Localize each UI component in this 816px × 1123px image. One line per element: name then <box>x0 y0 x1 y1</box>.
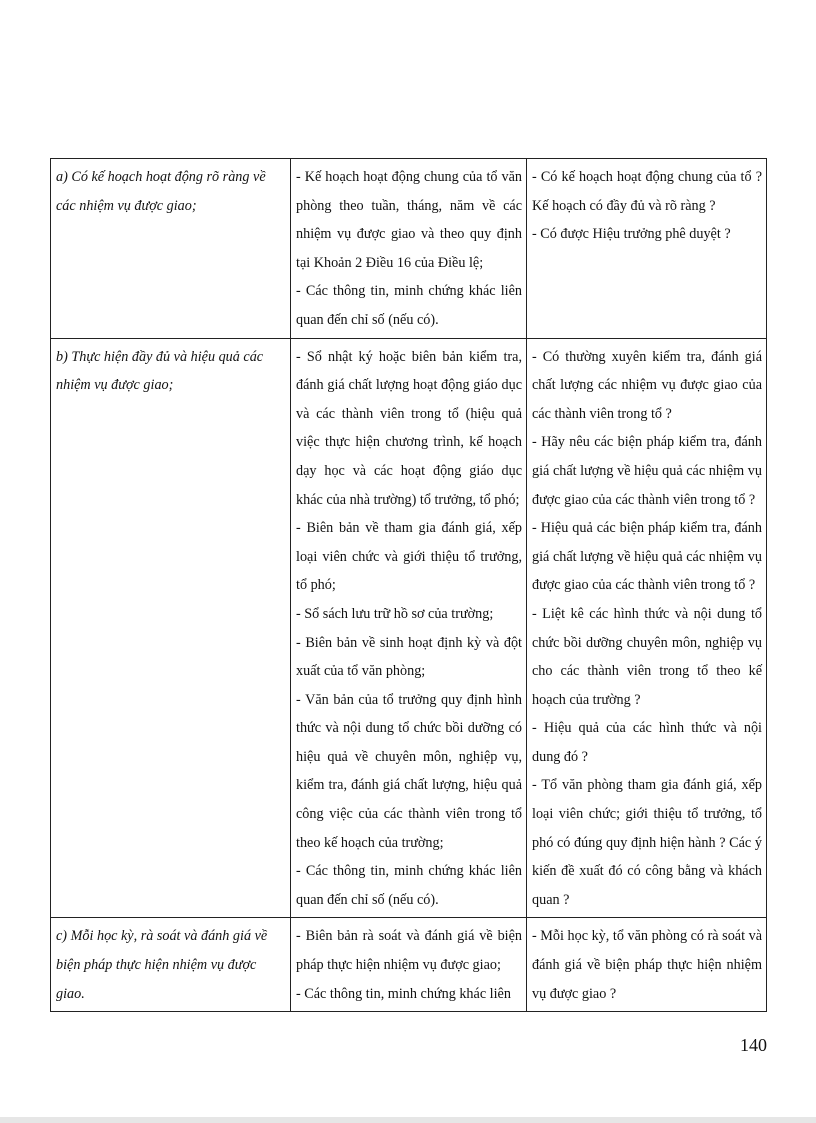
evidence-item: - Các thông tin, minh chứng khác liên quan đến chỉ số (nếu có). <box>296 863 522 908</box>
question-item: - Mỗi học kỳ, tổ văn phòng có rà soát và đánh giá về biện pháp thực hiện nhiệm vụ được giao ? <box>532 928 762 1002</box>
criterion-text: a) Có kế hoạch hoạt động rõ ràng về các nhiệm vụ được giao; <box>56 169 266 214</box>
criterion-cell <box>51 159 291 339</box>
question-item: - Có được Hiệu trưởng phê duyệt ? <box>532 226 731 243</box>
evidence-cell <box>291 159 527 339</box>
evidence-item: - Các thông tin, minh chứng khác liên quan đến chỉ số (nếu có). <box>296 283 522 328</box>
question-cell <box>527 918 767 1012</box>
table-row <box>51 918 767 1012</box>
question-cell <box>527 159 767 339</box>
criteria-table <box>50 158 767 1012</box>
criterion-cell <box>51 918 291 1012</box>
evidence-item: - Kế hoạch hoạt động chung của tổ văn phòng theo tuần, tháng, năm về các nhiệm vụ được giao và theo quy định tại Khoản 2 Điều 16 của Điều lệ; <box>296 169 522 271</box>
evidence-item: - Biên bản về sinh hoạt định kỳ và đột xuất của tổ văn phòng; <box>296 634 522 680</box>
evidence-item: - Biên bản rà soát và đánh giá về biện pháp thực hiện nhiệm vụ được giao; <box>296 928 522 974</box>
question-item: - Có thường xuyên kiểm tra, đánh giá chất lượng các nhiệm vụ được giao của các thành viên trong tổ ? <box>532 348 762 422</box>
criterion-text: b) Thực hiện đầy đủ và hiệu quả các nhiệm vụ được giao; <box>56 348 264 394</box>
question-cell <box>527 338 767 918</box>
criterion-text: c) Mỗi học kỳ, rà soát và đánh giá về biện pháp thực hiện nhiệm vụ được giao. <box>56 928 268 1002</box>
question-item: - Liệt kê các hình thức và nội dung tổ chức bồi dưỡng chuyên môn, nghiệp vụ cho các thành viên trong tổ theo kế hoạch của trường ? <box>532 605 762 708</box>
table-row <box>51 159 767 339</box>
evidence-cell <box>291 918 527 1012</box>
question-item: - Hiệu quả của các hình thức và nội dung đó ? <box>532 720 762 765</box>
table-row <box>51 338 767 918</box>
question-item: - Có kế hoạch hoạt động chung của tổ ? Kế hoạch có đầy đủ và rõ ràng ? <box>532 169 762 214</box>
evidence-item: - Sổ sách lưu trữ hồ sơ của trường; <box>296 605 494 622</box>
question-item: - Tổ văn phòng tham gia đánh giá, xếp loại viên chức; giới thiệu tổ trưởng, tổ phó có đúng quy định hiện hành ? Các ý kiến đề xuất đó có công bằng và khách quan ? <box>532 777 762 908</box>
evidence-item: - Các thông tin, minh chứng khác liên <box>296 985 511 1002</box>
question-item: - Hãy nêu các biện pháp kiểm tra, đánh giá chất lượng về hiệu quả các nhiệm vụ được giao của các thành viên trong tổ ? <box>532 434 762 508</box>
evidence-item: - Biên bản về tham gia đánh giá, xếp loại viên chức và giới thiệu tổ trưởng, tổ phó; <box>296 520 522 594</box>
criterion-cell <box>51 338 291 918</box>
evidence-item: - Văn bản của tổ trưởng quy định hình thức và nội dung tổ chức bồi dưỡng có hiệu quả về chuyên môn, nghiệp vụ, kiểm tra, đánh giá chất lượng, hiệu quả công việc của các thành viên trong tổ theo kế hoạch của trường; <box>296 691 522 851</box>
page-bottom-edge <box>0 1117 816 1123</box>
evidence-cell <box>291 338 527 918</box>
evidence-item: - Sổ nhật ký hoặc biên bản kiểm tra, đánh giá chất lượng hoạt động giáo dục và các thành viên trong tổ (hiệu quả việc thực hiện chương trình, kế hoạch dạy học và các hoạt động giáo dục khác của nhà trường) tổ trưởng, tổ phó; <box>296 348 522 508</box>
page-number: 140 <box>740 1035 767 1055</box>
question-item: - Hiệu quả các biện pháp kiểm tra, đánh giá chất lượng về hiệu quả các nhiệm vụ được giao của các thành viên trong tổ ? <box>532 520 762 594</box>
